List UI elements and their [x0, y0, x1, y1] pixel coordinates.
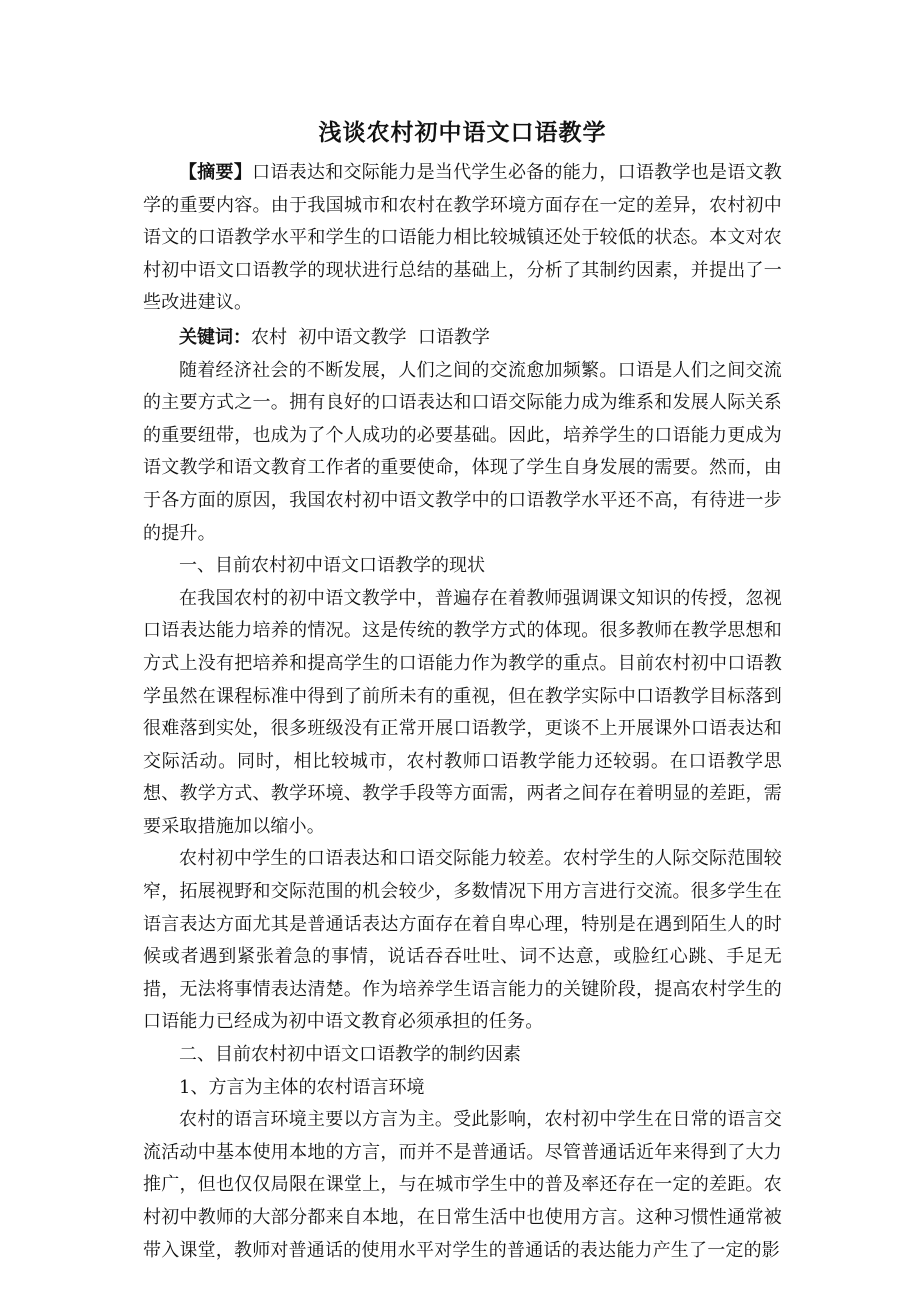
section1-paragraph-2: 农村初中学生的口语表达和口语交际能力较差。农村学生的人际交际范围较窄，拓展视野和交际范围的机会较少，多数情况下用方言进行交流。很多学生在语言表达方面尤其是普通话表达方面存在着自卑心理，特别是在遇到陌生人的时候或者遇到紧张着急的事情，说话吞吞吐吐、词不达意，或脸红心跳、手足无措，无法将事情表达清楚。作为培养学生语言能力的关键阶段，提高农村学生的口语能力已经成为初中语文教育必须承担的任务。 — [143, 848, 782, 1033]
document-page — [143, 113, 782, 1267]
abstract-text: 口语表达和交际能力是当代学生必备的能力，口语教学也是语文教学的重要内容。由于我国城市和农村在教学环境方面存在一定的差异，农村初中语文的口语教学水平和学生的口语能力相比较城镇还处于较低的状态。本文对农村初中语文口语教学的现状进行总结的基础上，分析了其制约因素，并提出了一些改进建议。 — [143, 162, 782, 314]
section2-paragraph-1: 农村的语言环境主要以方言为主。受此影响，农村初中学生在日常的语言交流活动中基本使用本地的方言，而并不是普通话。尽管普通话近年来得到了大力推广，但也仅仅局限在课堂上，与在城市学生中的普及率还存在一定的差距。农村初中教师的大部分都来自本地，在日常生活中也使用方言。这种习惯性通常被带入课堂，教师对普通话的使用水平对学生的普通话的表达能力产生了一定的影 — [143, 1109, 782, 1261]
section1-heading: 一、目前农村初中语文口语教学的现状 — [179, 555, 485, 577]
abstract-paragraph — [143, 157, 782, 320]
keywords-label: 关键词： — [179, 326, 251, 348]
section2-heading: 二、目前农村初中语文口语教学的制约因素 — [179, 1044, 521, 1066]
abstract-label: 【摘要】 — [179, 162, 253, 183]
intro-paragraph: 随着经济社会的不断发展，人们之间的交流愈加频繁。口语是人们之间交流的主要方式之一。拥有良好的口语表达和口语交际能力成为维系和发展人际关系的重要纽带，也成为了个人成功的必要基础。因此，培养学生的口语能力更成为语文教学和语文教育工作者的重要使命，体现了学生自身发展的需要。然而，由于各方面的原因，我国农村初中语文教学中的口语教学水平还不高，有待进一步的提升。 — [143, 359, 782, 544]
section1-paragraph-1: 在我国农村的初中语文教学中，普遍存在着教师强调课文知识的传授，忽视口语表达能力培养的情况。这是传统的教学方式的体现。很多教师在教学思想和方式上没有把培养和提高学生的口语能力作为教学的重点。目前农村初中口语教学虽然在课程标准中得到了前所未有的重视，但在教学实际中口语教学目标落到很难落到实处，很多班级没有正常开展口语教学，更谈不上开展课外口语表达和交际活动。同时，相比较城市，农村教师口语教学能力还较弱。在口语教学思想、教学方式、教学环境、教学手段等方面需，两者之间存在着明显的差距，需要采取措施加以缩小。 — [143, 587, 782, 837]
keywords-text: 农村 初中语文教学 口语教学 — [251, 326, 490, 348]
keywords-line — [143, 322, 782, 355]
section2-subheading-1: 1、方言为主体的农村语言环境 — [179, 1076, 425, 1098]
document-title: 浅谈农村初中语文口语教学 — [318, 120, 607, 146]
